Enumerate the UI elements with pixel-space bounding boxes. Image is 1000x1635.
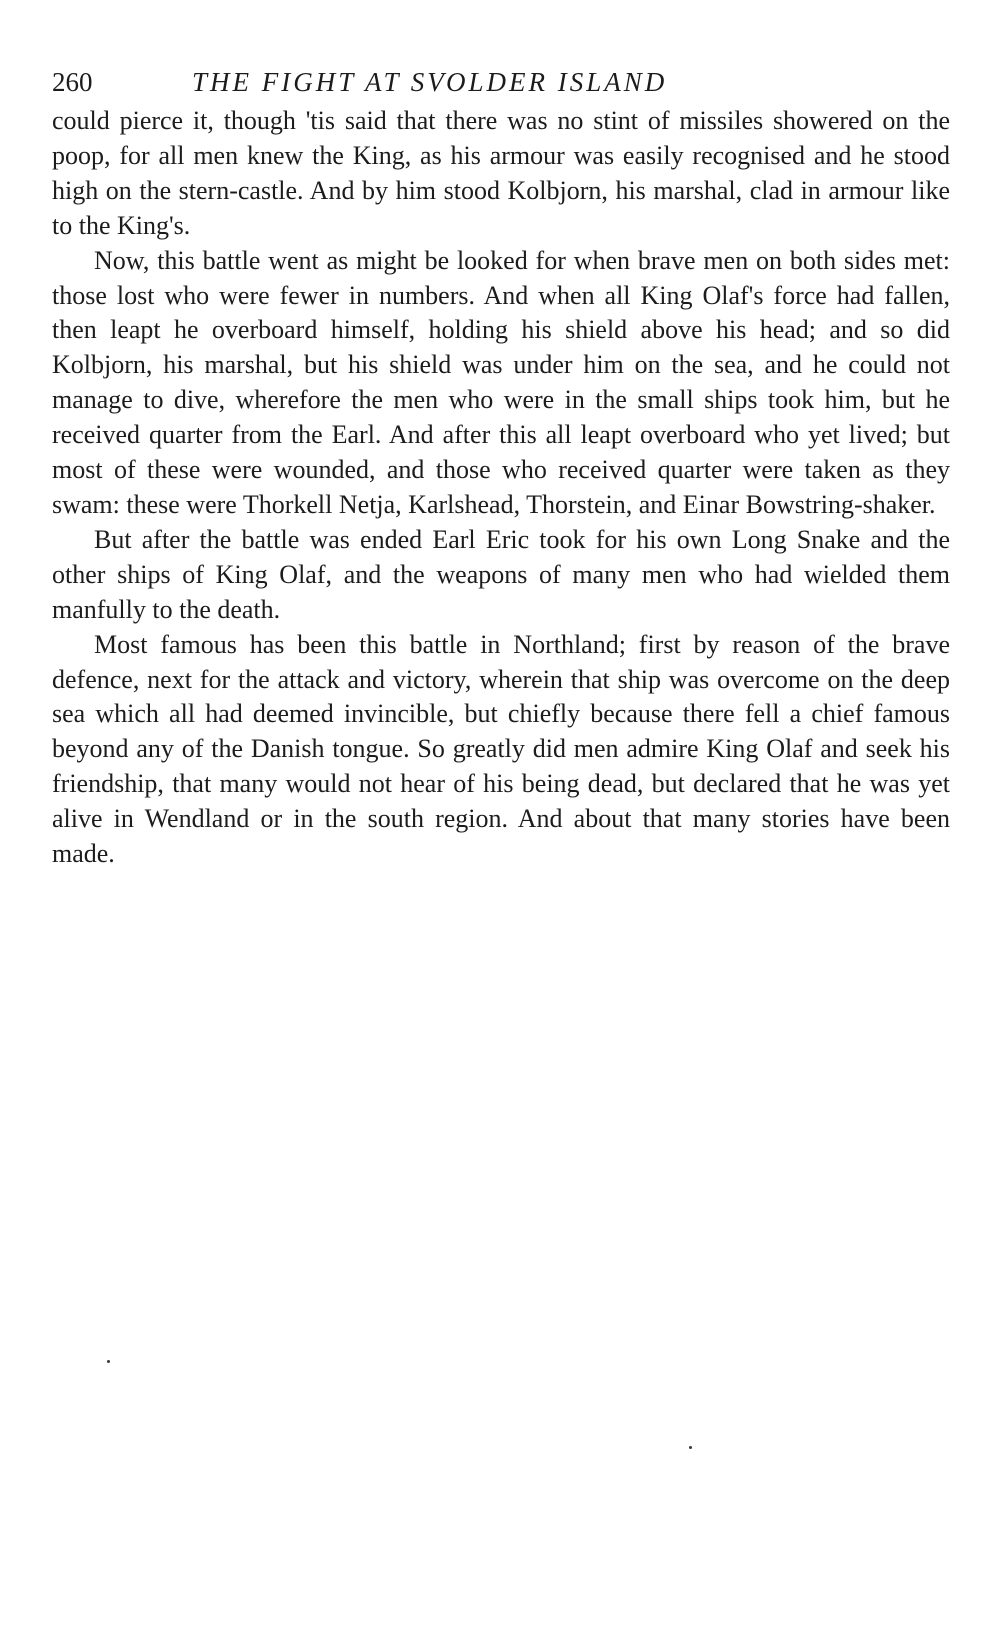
paragraph-1: could pierce it, though 'tis said that there was no stint of missiles showered on the poop, for all men knew the King, as his armour was easily recognised and he stood high on the stern-castle. And by him stood Kolbjorn, his marshal, clad in armour like to the King's. (52, 106, 950, 240)
paragraph-2: Now, this battle went as might be looked for when brave men on both sides met: those lost who were fewer in numbers. And when all King Olaf's force had fallen, then leapt he overboard himself, holding his shield above his head; and so did Kolbjorn, his marshal, but his shield was under him on the sea, and he could not manage to dive, wherefore the men who were in the small ships took him, but he received quarter from the Earl. And after this all leapt overboard who yet lived; but most of these were wounded, and those who received quarter were taken as they swam: these were Thorkell Netja, Karlshead, Thorstein, and Einar Bowstring-shaker. (52, 245, 950, 519)
paragraph-3: But after the battle was ended Earl Eric took for his own Long Snake and the other ships of King Olaf, and the weapons of many men who had wielded them manfully to the death. (52, 524, 950, 624)
ink-speck (107, 1360, 110, 1363)
paragraph-4: Most famous has been this battle in Northland; first by reason of the brave defence, next for the attack and victory, wherein that ship was overcome on the deep sea which all had deemed invincible, but chiefly because there fell a chief famous beyond any of the Danish tongue. So greatly did men admire King Olaf and seek his friendship, that many would not hear of his being dead, but declared that he was yet alive in Wendland or in the south region. And about that many stories have been made. (52, 629, 950, 869)
running-title: THE FIGHT AT SVOLDER ISLAND (192, 67, 668, 97)
body-text (52, 104, 950, 872)
running-head (52, 60, 950, 104)
book-page (52, 60, 950, 872)
page-number: 260 (52, 67, 93, 97)
ink-speck (689, 1446, 692, 1449)
